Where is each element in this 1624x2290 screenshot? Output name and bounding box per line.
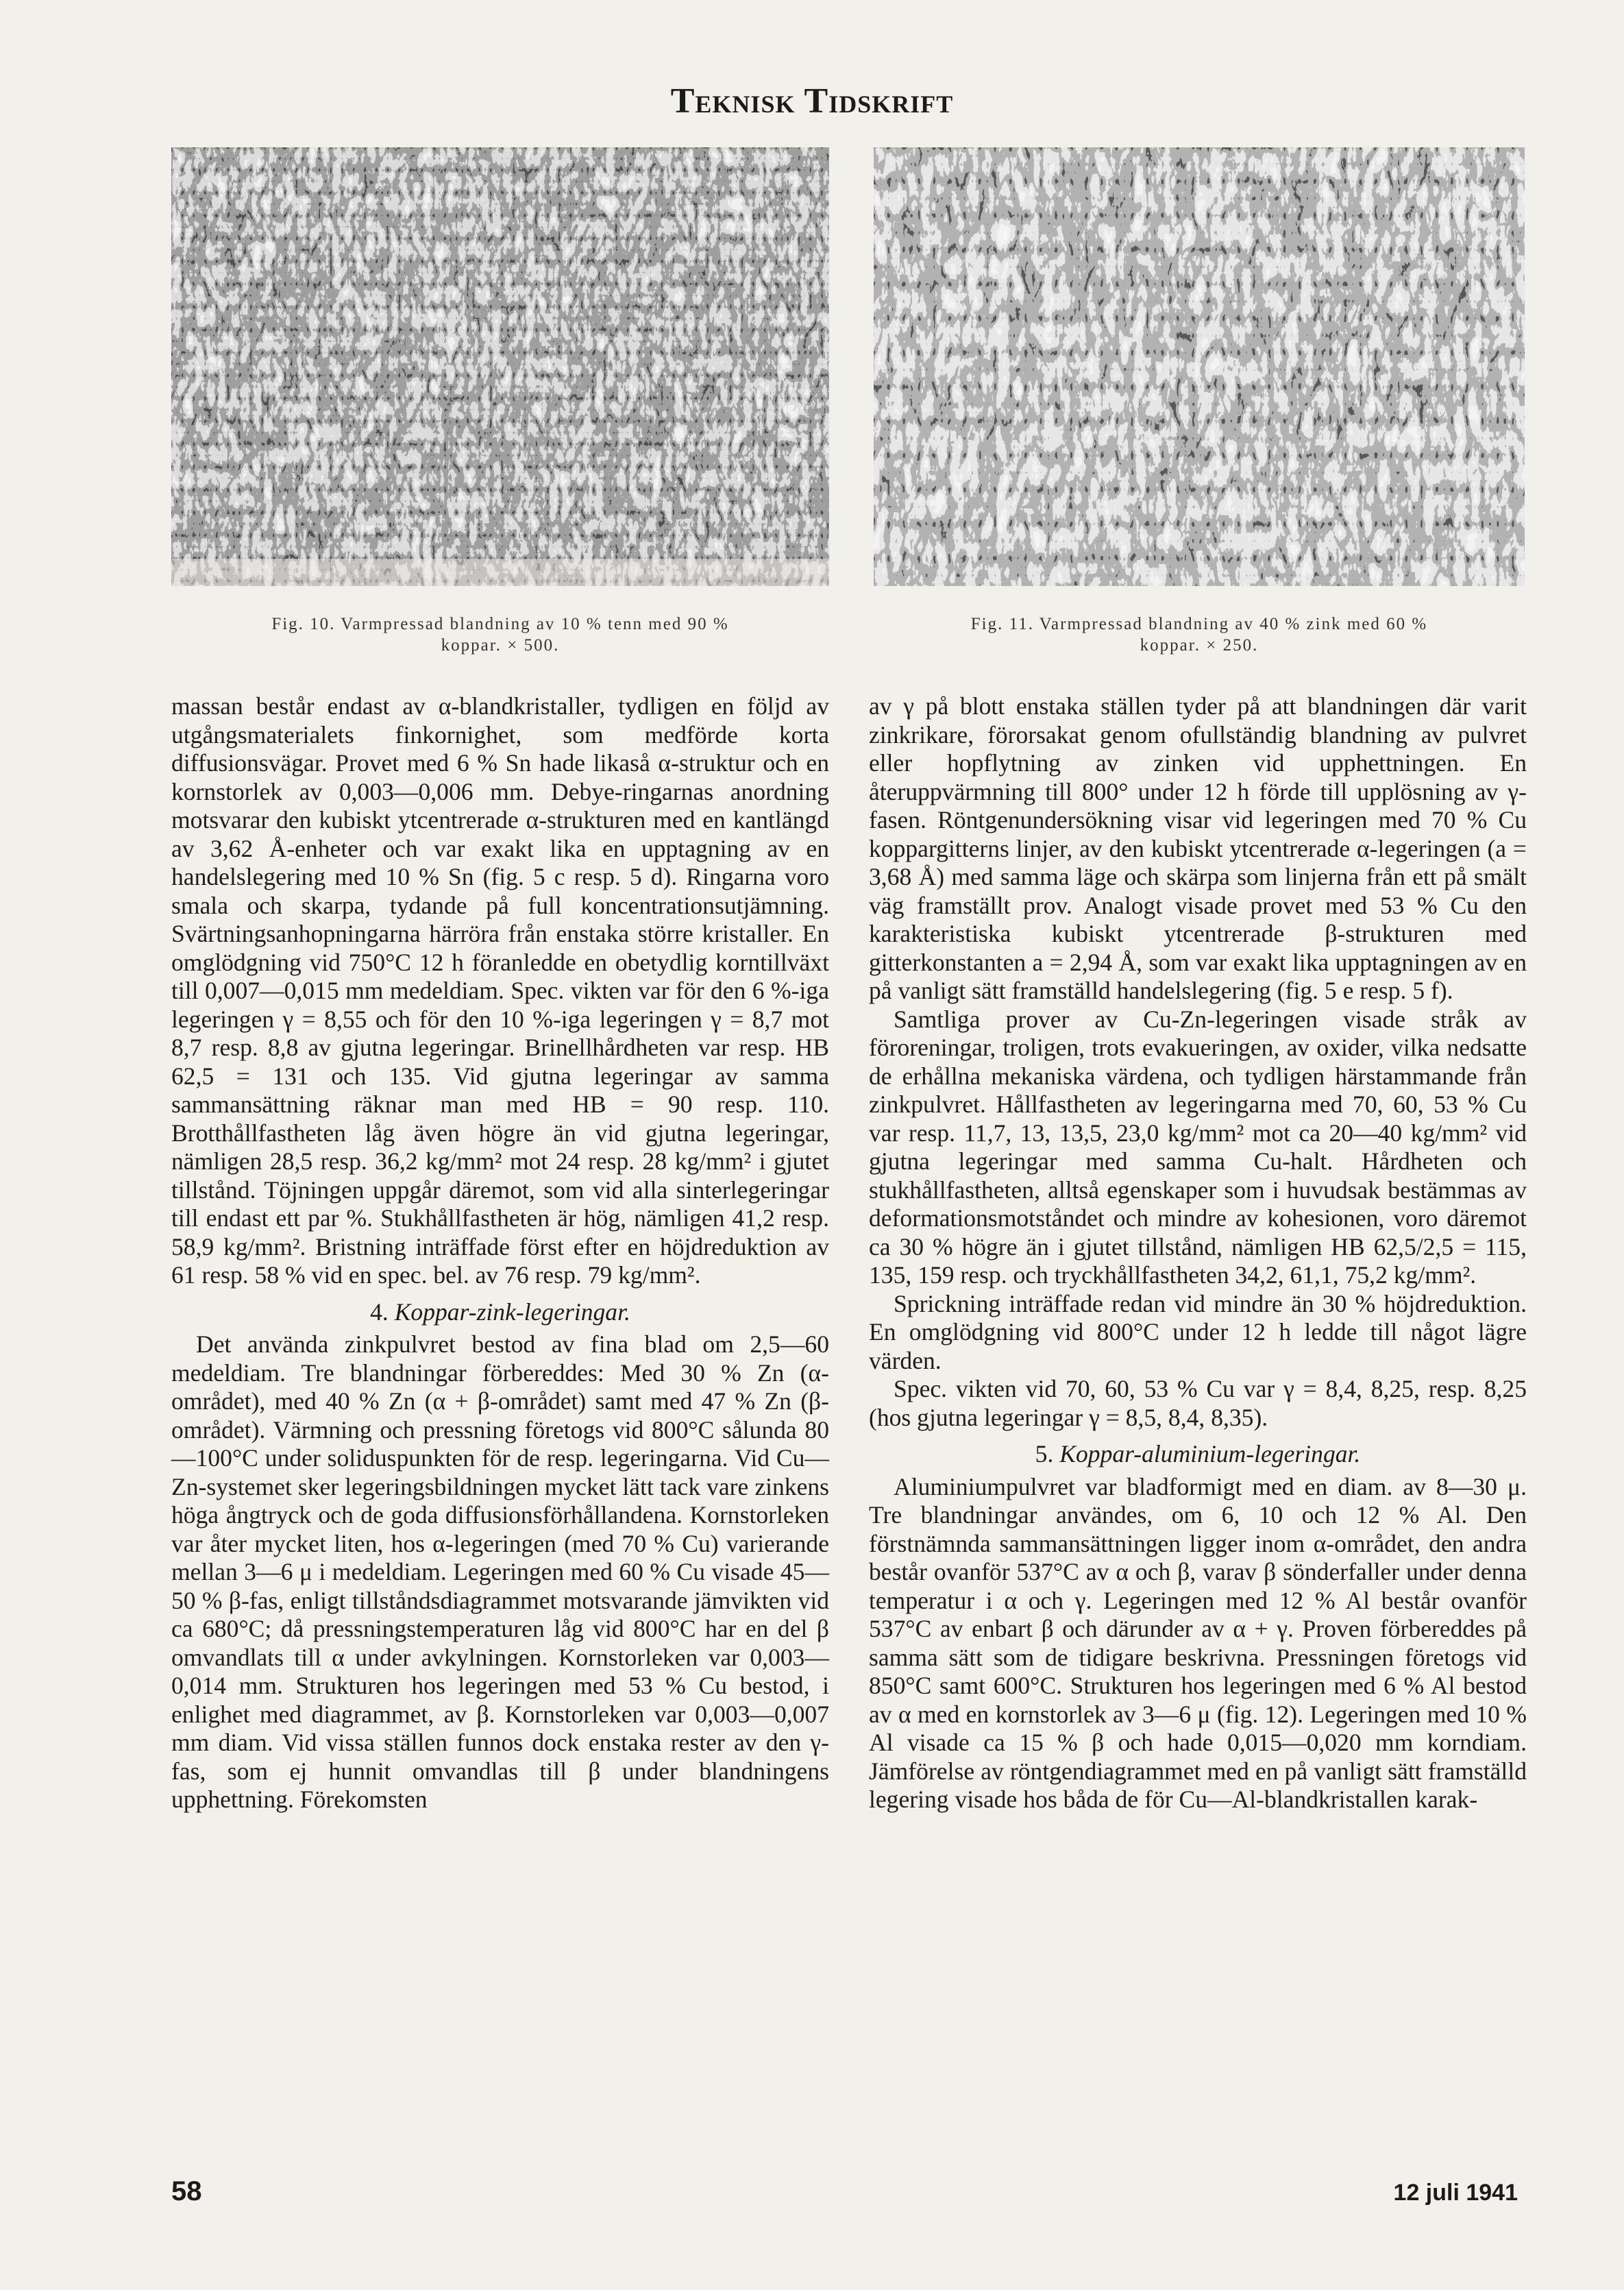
micrograph-image-fig10 [171,147,829,586]
figure-10-caption-line1: Fig. 10. Varmpressad blandning av 10 % tenn med 90 % [271,615,729,633]
paragraph: Det använda zinkpulvret bestod av fina blad om 2,5—60 medeldiam. Tre blandningar förbereddes: Med 30 % Zn (α-området), med 40 % Zn (α + β-området) samt med 47 % Zn (β-området). Värmning och pressning företogs vid 800°C sålunda 80—100°C under soliduspunkten för de resp. legeringarna. Vid Cu—Zn-systemet sker legeringsbildningen mycket lätt tack vare zinkens höga ångtryck och de goda diffusionsförhållandena. Kornstorleken var åter mycket liten, hos α-legeringen (med 70 % Cu) varierande mellan 3—6 μ i medeldiam. Legeringen med 60 % Cu visade 45—50 % β-fas, enligt tillståndsdiagrammet motsvarande jämvikten vid ca 680°C; då pressningstemperaturen låg vid 800°C har en del β omvandlats till α under avkylningen. Kornstorleken var 0,003—0,014 mm. Strukturen hos legeringen med 53 % Cu bestod, i enlighet med diagrammet, av β. Kornstorleken var 0,003—0,007 mm diam. Vid vissa ställen funnos dock enstaka rester av den γ-fas, som ej hunnit omvandlas till β under blandningens upphettning. Förekomsten [171,1330,829,1813]
figure-10-caption-line2: koppar. × 500. [441,636,560,655]
right-text-column [869,692,1527,1814]
figure-10 [171,147,829,657]
journal-header: Teknisk Tidskrift [670,82,954,121]
paragraph: Sprickning inträffade redan vid mindre än 30 % höjdreduktion. En omglödgning vid 800°C under 12 h ledde till något lägre värden. [869,1289,1527,1374]
page-number: 58 [171,2176,202,2206]
figure-11 [874,147,1525,657]
section-number: 5. [1035,1440,1054,1467]
figure-10-caption [171,613,829,657]
section-number: 4. [370,1298,389,1326]
section-heading-4 [171,1298,829,1327]
paragraph: Aluminiumpulvret var bladformigt med en diam. av 8—30 μ. Tre blandningar användes, om 6, 10 och 12 % Al. Den förstnämnda sammansättningen ligger inom α-området, den andra består ovanför 537°C av α och β, varav β sönderfaller under denna temperatur i α och γ. Legeringen med 12 % Al består ovanför 537°C av enbart β och därunder av α + γ. Proven förbereddes på samma sätt som de tidigare beskrivna. Pressningen företogs vid 850°C samt 600°C. Strukturen hos legeringen med 6 % Al bestod av α med en kornstorlek av 3—6 μ (fig. 12). Legeringen med 10 % Al visade ca 15 % β och hade 0,015—0,020 mm korndiam. Jämförelse av röntgendiagrammet med en på vanligt sätt framställd legering visade hos båda de för Cu—Al-blandkristallen karak- [869,1472,1527,1813]
section-heading-5 [869,1440,1527,1469]
section-title: Koppar-zink-legeringar. [394,1298,630,1326]
paragraph: Samtliga prover av Cu-Zn-legeringen visade stråk av föroreningar, troligen, trots evakueringen, av oxider, vilka nedsatte de erhållna mekaniska värdena, och tydligen härstammande från zinkpulvret. Hållfastheten av legeringarna med 70, 60, 53 % Cu var resp. 11,7, 13, 13,5, 23,0 kg/mm² mot ca 20—40 kg/mm² vid gjutna legeringar med samma Cu-halt. Hårdheten och stukhållfastheten, alltså egenskaper som i huvudsak bestämmas av deformationsmotståndet och mindre av kohesionen, voro däremot ca 30 % högre än i gjutet tillstånd, nämligen HB 62,5/2,5 = 115, 135, 159 resp. och tryckhållfastheten 34,2, 61,1, 75,2 kg/mm². [869,1005,1527,1289]
figure-11-caption-line1: Fig. 11. Varmpressad blandning av 40 % zink med 60 % [970,615,1428,633]
issue-date: 12 juli 1941 [1393,2180,1518,2206]
micrograph-image-fig11 [874,147,1525,586]
paragraph: Spec. vikten vid 70, 60, 53 % Cu var γ = 8,4, 8,25, resp. 8,25 (hos gjutna legeringar γ = 8,5, 8,4, 8,35). [869,1375,1527,1431]
section-title: Koppar-aluminium-legeringar. [1059,1440,1361,1467]
paragraph: massan består endast av α-blandkristaller, tydligen en följd av utgångsmaterialets finkornighet, som medförde korta diffusionsvägar. Provet med 6 % Sn hade likaså α-struktur och en kornstorlek av 0,003—0,006 mm. Debye-ringarnas anordning motsvarar den kubiskt ytcentrerade α-strukturen med en kantlängd av 3,62 Å-enheter och var exakt lika en upptagning av en handelslegering med 10 % Sn (fig. 5 c resp. 5 d). Ringarna voro smala och skarpa, tydande på full koncentrationsutjämning. Svärtningsanhopningarna härröra från enstaka större kristaller. En omglödgning vid 750°C 12 h föranledde en obetydlig korntillväxt till 0,007—0,015 mm medeldiam. Spec. vikten var för den 6 %-iga legeringen γ = 8,55 och för den 10 %-iga legeringen γ = 8,7 mot 8,7 resp. 8,8 av gjutna legeringar. Brinellhårdheten var resp. HB 62,5 = 131 och 135. Vid gjutna legeringar av samma sammansättning räknar man med HB = 90 resp. 110. Brotthållfastheten låg även högre än vid gjutna legeringar, nämligen 28,5 resp. 36,2 kg/mm² mot 24 resp. 28 kg/mm² i gjutet tillstånd. Töjningen uppgår däremot, som vid alla sinterlegeringar till endast ett par %. Stukhållfastheten är hög, nämligen 41,2 resp. 58,9 kg/mm². Bristning inträffade först efter en höjdreduktion av 61 resp. 58 % vid en spec. bel. av 76 resp. 79 kg/mm². [171,692,829,1289]
left-text-column [171,692,829,1814]
figure-11-caption-line2: koppar. × 250. [1140,636,1259,655]
figure-11-caption [874,613,1525,657]
paragraph: av γ på blott enstaka ställen tyder på att blandningen där varit zinkrikare, förorsakat genom ofullständig blandning av pulvret eller hopflytning av zinken vid upphettningen. En återuppvärmning till 800° under 12 h förde till upplösning av γ-fasen. Röntgenundersökning visar vid legeringen med 70 % Cu koppargitterns linjer, av den kubiskt ytcentrerade α-legeringen (a = 3,68 Å) med samma läge och skärpa som linjerna från ett på smält väg framställt prov. Analogt visade provet med 53 % Cu den karakteristiska kubiskt ytcentrerade β-strukturen med gitterkonstanten a = 2,94 Å, som var exakt lika upptagningen av en på vanligt sätt framställd handelslegering (fig. 5 e resp. 5 f). [869,692,1527,1004]
